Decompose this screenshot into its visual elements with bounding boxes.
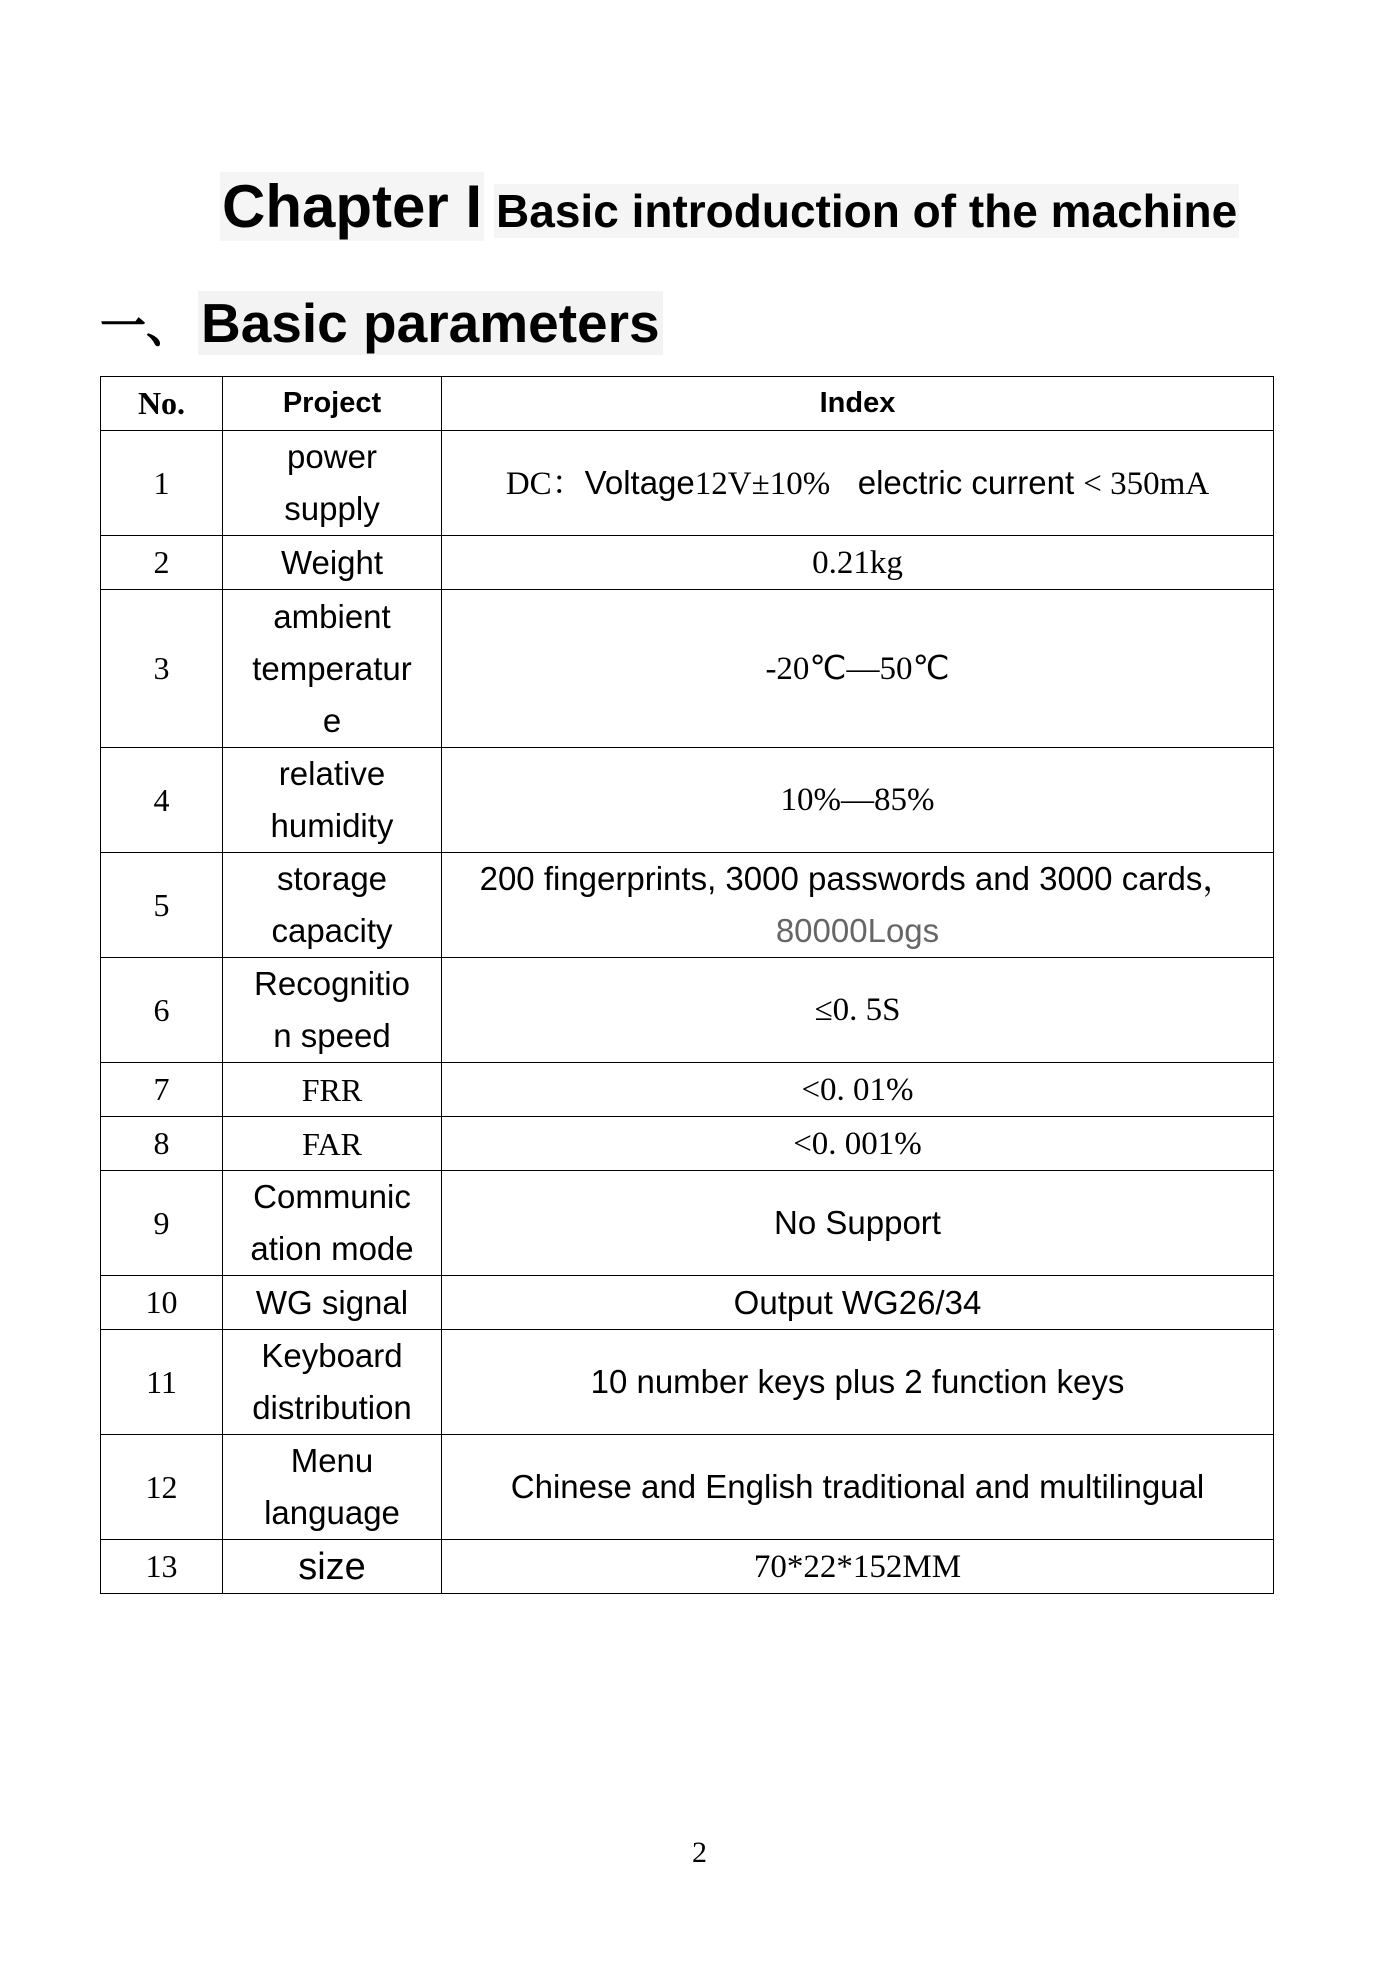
parameters-table (100, 376, 1274, 1594)
section-title: Basic parameters (198, 291, 663, 355)
row-project: FRR (223, 1063, 442, 1117)
section-heading (100, 286, 663, 360)
row-number: 8 (101, 1117, 223, 1171)
chapter-number: Chapter I (222, 173, 483, 240)
row-number: 11 (101, 1330, 223, 1435)
row-project-line: ation mode (250, 1230, 414, 1267)
header-no: No. (101, 377, 223, 431)
table-row (101, 536, 1274, 590)
row-project-line: supply (284, 490, 380, 527)
row-project: WG signal (223, 1276, 442, 1330)
row-index: <0. 01% (442, 1063, 1274, 1117)
row-index: <0. 001% (442, 1117, 1274, 1171)
row-index: -20℃—50℃ (442, 590, 1274, 748)
header-project: Project (223, 377, 442, 431)
row-index: No Support (442, 1171, 1274, 1276)
table-header-row (101, 377, 1274, 431)
row-project-line: Recognitio (254, 965, 410, 1002)
row-project-line: storage (276, 860, 388, 897)
row-number: 13 (101, 1540, 223, 1594)
row-project (223, 590, 442, 748)
row-project (223, 748, 442, 853)
row-index: Chinese and English traditional and multilingual (442, 1435, 1274, 1540)
table-row (101, 590, 1274, 748)
row-project-line: power (287, 438, 377, 475)
table-row (101, 748, 1274, 853)
row-index-line: 200 fingerprints, 3000 passwords and 3000 cards， (479, 860, 1236, 897)
row-index: ≤0. 5S (442, 958, 1274, 1063)
table-row (101, 1540, 1274, 1594)
row-project (223, 431, 442, 536)
voltage-label: Voltage (584, 463, 695, 501)
chapter-subtitle: Basic introduction of the machine (496, 185, 1238, 237)
row-project-line: temperatur (252, 649, 412, 687)
row-project-line: Communic (253, 1178, 411, 1215)
row-index-line: 80000Logs (775, 912, 940, 949)
row-number: 10 (101, 1276, 223, 1330)
row-project-line: Keyboard (261, 1337, 403, 1374)
row-number: 2 (101, 536, 223, 590)
row-project: FAR (223, 1117, 442, 1171)
section-marker: 一、 (100, 299, 192, 353)
row-index: 10%—85% (442, 748, 1274, 853)
table-row (101, 431, 1274, 536)
row-index: 0.21kg (442, 536, 1274, 590)
row-project-line: e (322, 701, 342, 739)
row-number: 9 (101, 1171, 223, 1276)
table-row (101, 853, 1274, 958)
row-number: 12 (101, 1435, 223, 1540)
voltage-value: 12V±10% (694, 465, 831, 502)
row-number: 3 (101, 590, 223, 748)
current-label: electric current (857, 463, 1075, 501)
page-number: 2 (692, 1836, 707, 1869)
row-index: 70*22*152MM (442, 1540, 1274, 1594)
row-number: 4 (101, 748, 223, 853)
current-value: < 350mA (1083, 465, 1210, 502)
dc-label: DC： (505, 465, 585, 502)
table-row (101, 1117, 1274, 1171)
row-project-line: capacity (271, 912, 393, 949)
row-project-line: distribution (252, 1389, 412, 1426)
table-row (101, 1171, 1274, 1276)
row-project: size (223, 1540, 442, 1594)
row-project-line: relative (278, 755, 386, 792)
row-project (223, 1435, 442, 1540)
table-row (101, 1276, 1274, 1330)
table-row (101, 1063, 1274, 1117)
row-index (442, 431, 1274, 536)
row-project (223, 958, 442, 1063)
row-project (223, 853, 442, 958)
row-project-line: language (264, 1494, 400, 1531)
table-row (101, 958, 1274, 1063)
row-number: 1 (101, 431, 223, 536)
row-index (442, 853, 1274, 958)
row-project-line: humidity (270, 807, 394, 844)
row-number: 5 (101, 853, 223, 958)
row-number: 7 (101, 1063, 223, 1117)
row-project: Weight (223, 536, 442, 590)
chapter-title (220, 172, 1239, 246)
row-index: Output WG26/34 (442, 1276, 1274, 1330)
row-index: 10 number keys plus 2 function keys (442, 1330, 1274, 1435)
table-row (101, 1435, 1274, 1540)
row-project-line: ambient (273, 597, 391, 635)
table-row (101, 1330, 1274, 1435)
row-project (223, 1330, 442, 1435)
row-project (223, 1171, 442, 1276)
row-project-line: n speed (273, 1017, 391, 1054)
row-project-line: Menu (290, 1442, 374, 1479)
header-index: Index (442, 377, 1274, 431)
row-number: 6 (101, 958, 223, 1063)
